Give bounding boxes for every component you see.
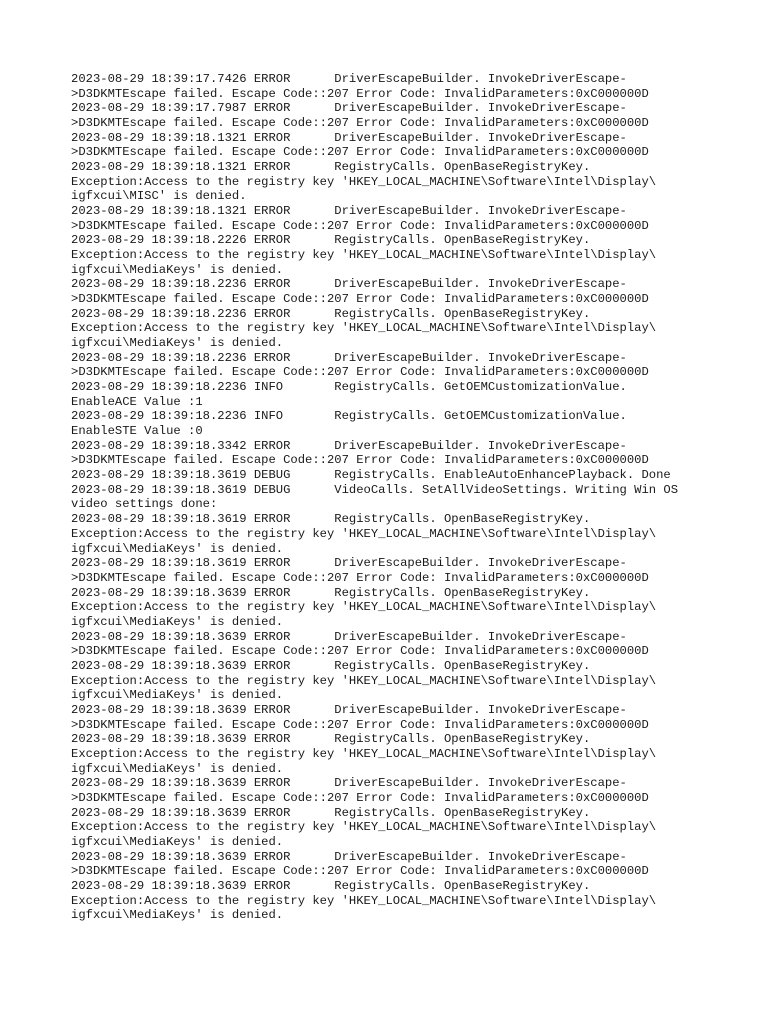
log-line: igfxcui\MediaKeys' is denied. (71, 908, 284, 923)
log-line: Exception:Access to the registry key 'HKEY_LOCAL_MACHINE\Software\Intel\Display\ (71, 248, 657, 263)
log-line: 2023-08-29 18:39:18.3619 ERROR DriverEscapeBuilder. InvokeDriverEscape- (71, 556, 627, 571)
log-line: 2023-08-29 18:39:17.7426 ERROR DriverEscapeBuilder. InvokeDriverEscape- (71, 72, 627, 86)
log-line: >D3DKMTEscape failed. Escape Code::207 Error Code: InvalidParameters:0xC000000D (71, 864, 649, 879)
log-line: video settings done: (71, 497, 218, 512)
log-line: 2023-08-29 18:39:18.3639 ERROR DriverEscapeBuilder. InvokeDriverEscape- (71, 776, 627, 791)
log-line: >D3DKMTEscape failed. Escape Code::207 Error Code: InvalidParameters:0xC000000D (71, 145, 649, 160)
log-line: igfxcui\MediaKeys' is denied. (71, 614, 284, 629)
log-line: >D3DKMTEscape failed. Escape Code::207 Error Code: InvalidParameters:0xC000000D (71, 570, 649, 585)
log-line: 2023-08-29 18:39:18.3639 ERROR DriverEscapeBuilder. InvokeDriverEscape- (71, 702, 627, 717)
log-line: >D3DKMTEscape failed. Escape Code::207 Error Code: InvalidParameters:0xC000000D (71, 218, 649, 233)
log-line: Exception:Access to the registry key 'HKEY_LOCAL_MACHINE\Software\Intel\Display\ (71, 893, 657, 908)
log-line: 2023-08-29 18:39:18.3639 ERROR RegistryCalls. OpenBaseRegistryKey. (71, 805, 591, 820)
log-line: 2023-08-29 18:39:18.3639 ERROR RegistryCalls. OpenBaseRegistryKey. (71, 732, 591, 747)
log-line: 2023-08-29 18:39:17.7987 ERROR DriverEscapeBuilder. InvokeDriverEscape- (71, 101, 627, 116)
log-line: 2023-08-29 18:39:18.3639 ERROR DriverEscapeBuilder. InvokeDriverEscape- (71, 629, 627, 644)
log-line: 2023-08-29 18:39:18.3639 ERROR RegistryCalls. OpenBaseRegistryKey. (71, 585, 591, 600)
log-line: 2023-08-29 18:39:18.2236 ERROR DriverEscapeBuilder. InvokeDriverEscape- (71, 277, 627, 292)
log-line: 2023-08-29 18:39:18.2236 ERROR RegistryCalls. OpenBaseRegistryKey. (71, 306, 591, 321)
log-line: 2023-08-29 18:39:18.2236 INFO RegistryCalls. GetOEMCustomizationValue. (71, 380, 627, 395)
log-line: >D3DKMTEscape failed. Escape Code::207 Error Code: InvalidParameters:0xC000000D (71, 717, 649, 732)
log-line: EnableACE Value :1 (71, 394, 203, 409)
log-line: >D3DKMTEscape failed. Escape Code::207 Error Code: InvalidParameters:0xC000000D (71, 453, 649, 468)
log-line: 2023-08-29 18:39:18.3639 ERROR DriverEscapeBuilder. InvokeDriverEscape- (71, 849, 627, 864)
log-line: Exception:Access to the registry key 'HKEY_LOCAL_MACHINE\Software\Intel\Display\ (71, 673, 657, 688)
log-line: igfxcui\MediaKeys' is denied. (71, 262, 284, 277)
log-line: 2023-08-29 18:39:18.2226 ERROR RegistryCalls. OpenBaseRegistryKey. (71, 233, 591, 248)
log-line: 2023-08-29 18:39:18.1321 ERROR DriverEscapeBuilder. InvokeDriverEscape- (71, 204, 627, 219)
log-line: >D3DKMTEscape failed. Escape Code::207 Error Code: InvalidParameters:0xC000000D (71, 116, 649, 131)
log-line: igfxcui\MediaKeys' is denied. (71, 541, 284, 556)
log-text-block (71, 72, 711, 923)
log-line: igfxcui\MISC' is denied. (71, 189, 247, 204)
log-line: 2023-08-29 18:39:18.1321 ERROR DriverEscapeBuilder. InvokeDriverEscape- (71, 130, 627, 145)
log-line: Exception:Access to the registry key 'HKEY_LOCAL_MACHINE\Software\Intel\Display\ (71, 820, 657, 835)
log-line: Exception:Access to the registry key 'HKEY_LOCAL_MACHINE\Software\Intel\Display\ (71, 746, 657, 761)
log-line: Exception:Access to the registry key 'HKEY_LOCAL_MACHINE\Software\Intel\Display\ (71, 526, 657, 541)
log-line: igfxcui\MediaKeys' is denied. (71, 336, 284, 351)
log-line: 2023-08-29 18:39:18.3619 DEBUG RegistryCalls. EnableAutoEnhancePlayback. Done (71, 468, 671, 483)
log-line: 2023-08-29 18:39:18.3619 ERROR RegistryCalls. OpenBaseRegistryKey. (71, 512, 591, 527)
log-line: igfxcui\MediaKeys' is denied. (71, 688, 284, 703)
log-line: >D3DKMTEscape failed. Escape Code::207 Error Code: InvalidParameters:0xC000000D (71, 86, 649, 101)
log-line: >D3DKMTEscape failed. Escape Code::207 Error Code: InvalidParameters:0xC000000D (71, 292, 649, 307)
log-line: 2023-08-29 18:39:18.3619 DEBUG VideoCalls. SetAllVideoSettings. Writing Win OS (71, 482, 679, 497)
log-line: >D3DKMTEscape failed. Escape Code::207 Error Code: InvalidParameters:0xC000000D (71, 644, 649, 659)
log-line: igfxcui\MediaKeys' is denied. (71, 834, 284, 849)
log-line: 2023-08-29 18:39:18.3342 ERROR DriverEscapeBuilder. InvokeDriverEscape- (71, 438, 627, 453)
log-line: 2023-08-29 18:39:18.3639 ERROR RegistryCalls. OpenBaseRegistryKey. (71, 878, 591, 893)
log-line: 2023-08-29 18:39:18.2236 INFO RegistryCalls. GetOEMCustomizationValue. (71, 409, 627, 424)
log-line: Exception:Access to the registry key 'HKEY_LOCAL_MACHINE\Software\Intel\Display\ (71, 174, 657, 189)
log-line: Exception:Access to the registry key 'HKEY_LOCAL_MACHINE\Software\Intel\Display\ (71, 321, 657, 336)
log-line: Exception:Access to the registry key 'HKEY_LOCAL_MACHINE\Software\Intel\Display\ (71, 600, 657, 615)
log-line: 2023-08-29 18:39:18.1321 ERROR RegistryCalls. OpenBaseRegistryKey. (71, 160, 591, 175)
log-line: igfxcui\MediaKeys' is denied. (71, 761, 284, 776)
log-line: >D3DKMTEscape failed. Escape Code::207 Error Code: InvalidParameters:0xC000000D (71, 365, 649, 380)
log-line: EnableSTE Value :0 (71, 424, 203, 439)
log-line: >D3DKMTEscape failed. Escape Code::207 Error Code: InvalidParameters:0xC000000D (71, 790, 649, 805)
log-line: 2023-08-29 18:39:18.2236 ERROR DriverEscapeBuilder. InvokeDriverEscape- (71, 350, 627, 365)
log-line: 2023-08-29 18:39:18.3639 ERROR RegistryCalls. OpenBaseRegistryKey. (71, 658, 591, 673)
